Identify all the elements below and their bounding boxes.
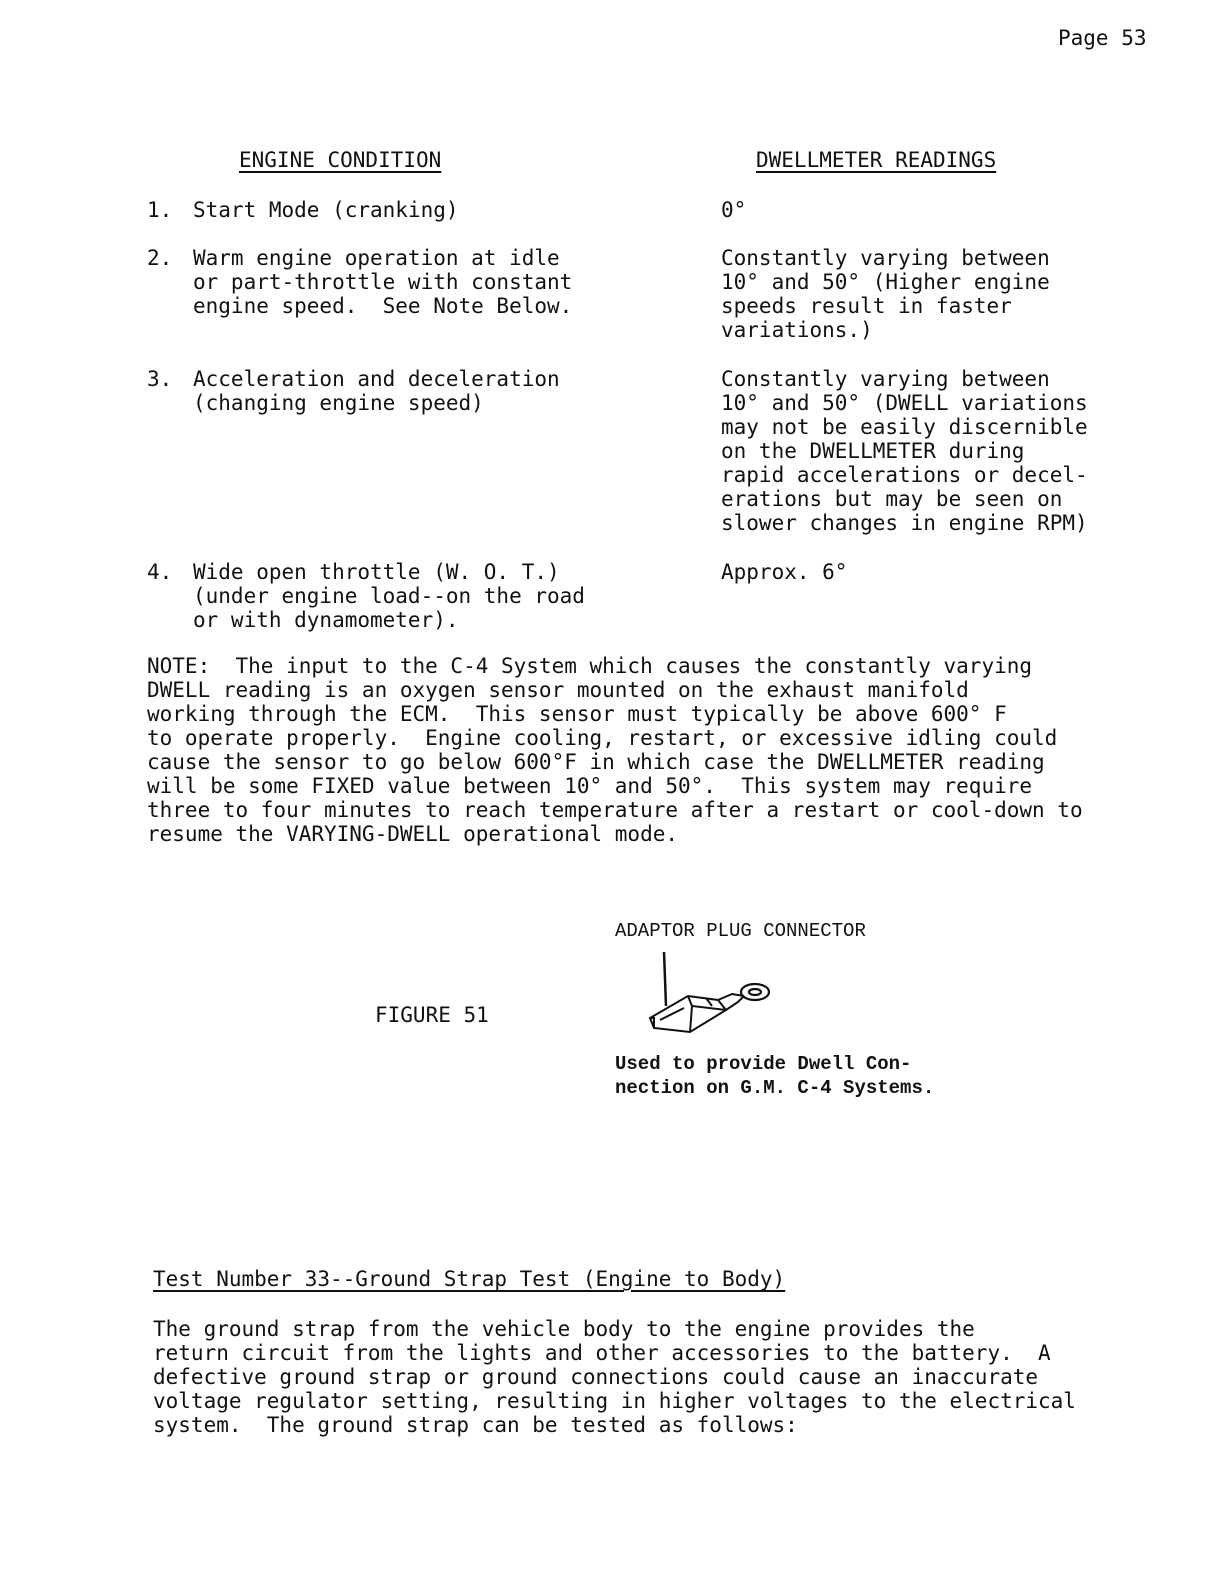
dwellmeter-readings-header: DWELLMETER READINGS <box>756 148 997 172</box>
dwell-reading-text: Constantly varying between 10° and 50° (DWELL variations may not be easily discernible on the DWELLMETER during rapid accelerations or decel- erations but may be seen on slower changes in engine RPM) <box>721 367 1088 535</box>
ring-terminal <box>741 984 769 1000</box>
row-number: 1. <box>147 198 173 222</box>
connector-body <box>650 994 744 1032</box>
table-row <box>147 246 572 318</box>
engine-condition-text: Acceleration and deceleration (changing engine speed) <box>193 367 560 415</box>
lead-line <box>664 952 666 1006</box>
note-paragraph: NOTE: The input to the C-4 System which causes the constantly varying DWELL reading is an oxygen sensor mounted on the exhaust manifold working through the ECM. This sensor must typically be above 600° F to operate properly. Engine cooling, restart, or excessive idling could cause the sensor to go below 600°F in which case the DWELLMETER reading will be some FIXED value between 10° and 50°. This system may require three to four minutes to reach temperature after a restart or cool-down to resume the VARYING-DWELL operational mode. <box>147 654 1083 846</box>
row-number: 4. <box>147 560 173 584</box>
connector-caption: Used to provide Dwell Con- nection on G.M. C-4 Systems. <box>615 1053 935 1099</box>
engine-condition-text: Wide open throttle (W. O. T.) (under engine load--on the road or with dynamometer). <box>193 560 585 632</box>
engine-condition-text: Warm engine operation at idle or part-throttle with constant engine speed. See Note Below. <box>193 246 573 318</box>
dwell-reading-text: Approx. 6° <box>721 560 848 584</box>
row-number: 2. <box>147 246 173 270</box>
dwell-reading-text: Constantly varying between 10° and 50° (Higher engine speeds result in faster variations.) <box>721 246 1050 342</box>
test-body-paragraph: The ground strap from the vehicle body to the engine provides the return circuit from the lights and other accessories to the battery. A defective ground strap or ground connections could cause an inaccurate voltage regulator setting, resulting in higher voltages to the electrical system. The ground strap can be tested as follows: <box>153 1317 1076 1437</box>
table-row <box>147 367 560 415</box>
table-row <box>147 198 459 222</box>
table-row <box>147 560 585 632</box>
row-number: 3. <box>147 367 173 391</box>
engine-condition-text: Start Mode (cranking) <box>193 198 459 222</box>
engine-condition-header: ENGINE CONDITION <box>239 148 442 172</box>
page-number: Page 53 <box>1058 26 1147 50</box>
connector-title: ADAPTOR PLUG CONNECTOR <box>615 920 866 942</box>
test-heading: Test Number 33--Ground Strap Test (Engine to Body) <box>153 1267 786 1291</box>
dwell-reading-text: 0° <box>721 198 747 222</box>
adaptor-plug-connector-illustration <box>640 948 780 1040</box>
figure-label: FIGURE 51 <box>375 1003 489 1027</box>
